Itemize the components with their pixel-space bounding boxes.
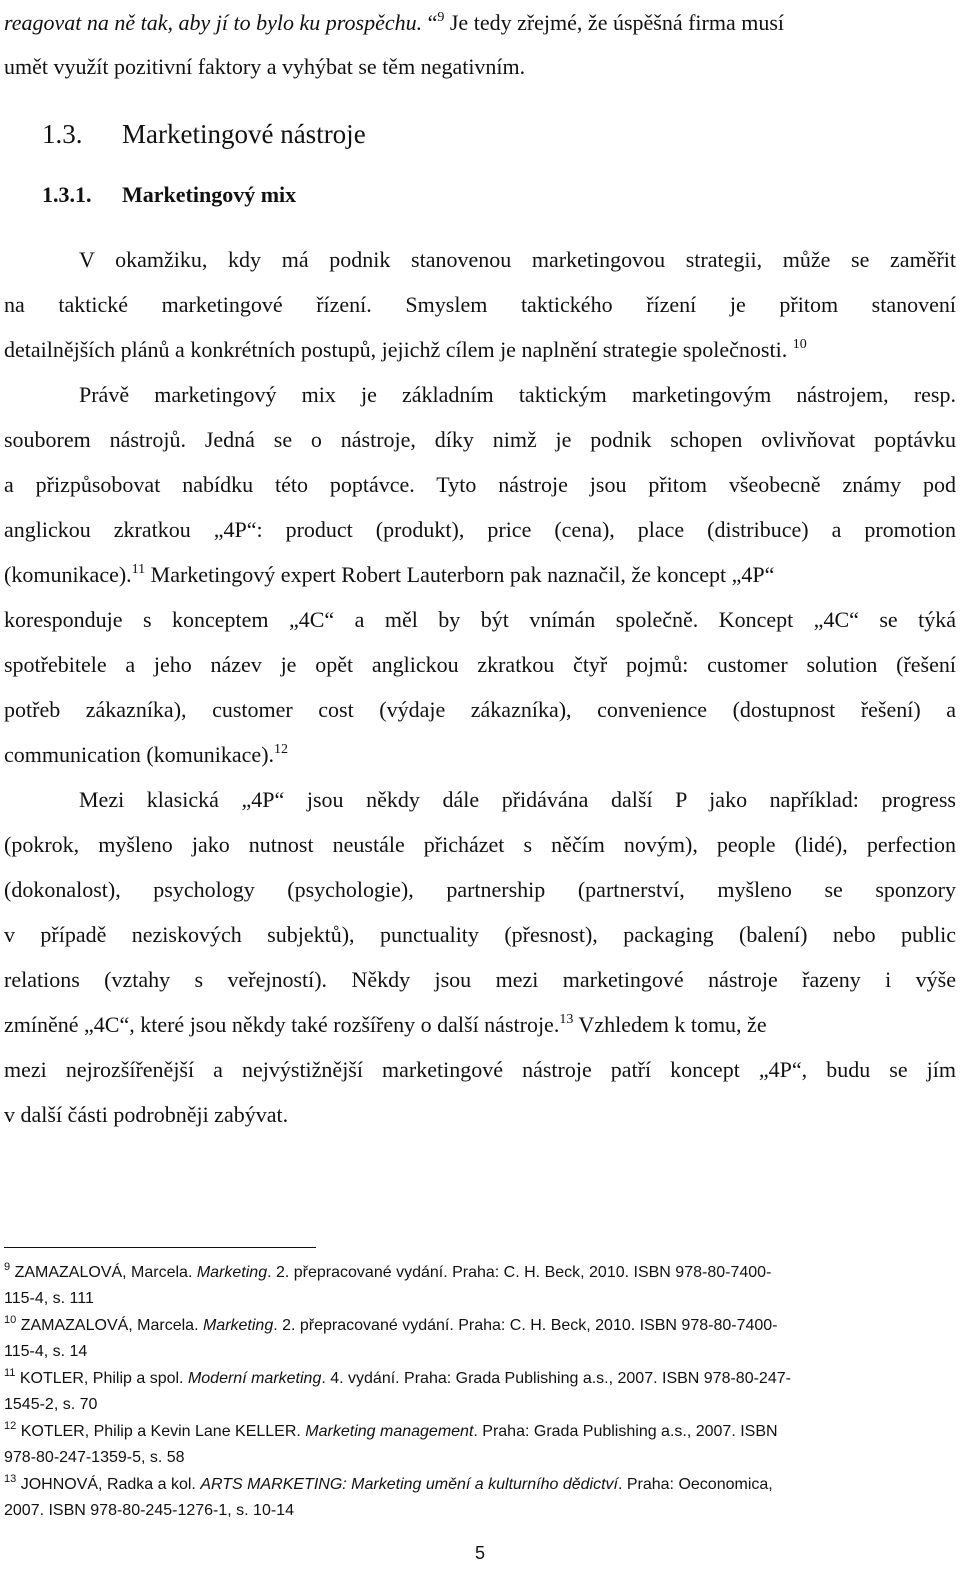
text-line: koresponduje s konceptem „4C“ a měl by být vnímán společně. Koncept „4C“ se týká xyxy=(4,607,956,632)
footnote-number: 9 xyxy=(4,1261,11,1273)
subsection-heading xyxy=(42,172,296,217)
footnote-ref[interactable]: 11 xyxy=(131,562,146,577)
footnote-item: $^{10}$ ZAMAZALOVÁ, Marcela. Marketing. 2. přepracované vydání. Praha: C. H. Beck, 2010. ISBN 978-80-7400- xyxy=(4,1314,778,1334)
text-line: umět využít pozitivní faktory a vyhýbat se těm negativním. xyxy=(4,54,526,79)
footnote-number: 13 xyxy=(4,1473,17,1485)
footnote-ref[interactable]: 12 xyxy=(274,742,289,757)
footnote-item: $^{13}$ JOHNOVÁ, Radka a kol. ARTS MARKETING: Marketing umění a kulturního dědictví. Praha: Oeconomica, xyxy=(4,1473,773,1493)
italic-text: reagovat na ně tak, aby jí to bylo ku prospěchu. xyxy=(4,10,423,35)
footnote-number: 10 xyxy=(4,1314,17,1326)
text-line: communication (komunikace).$^{12}$ xyxy=(4,742,289,767)
footnote-item: $^9$ ZAMAZALOVÁ, Marcela. Marketing. 2. přepracované vydání. Praha: C. H. Beck, 2010. ISBN 978-80-7400- xyxy=(4,1261,772,1281)
text-line: reagovat na ně tak, aby jí to bylo ku prospěchu. “$^9$ Je tedy zřejmé, že úspěšná firma musí xyxy=(4,10,785,35)
text-line: spotřebitele a jeho název je opět anglickou zkratkou čtyř pojmů: customer solution (řešení xyxy=(4,652,956,677)
footnote-separator xyxy=(4,1247,316,1248)
text-line: (komunikace).$^{11}$ Marketingový expert Robert Lauterborn pak naznačil, že koncept „4P“ xyxy=(4,562,775,587)
section-number: 1.3. xyxy=(42,119,83,149)
text-line: V okamžiku, kdy má podnik stanovenou marketingovou strategii, může se zaměřit xyxy=(79,247,956,272)
footnote-ref[interactable]: 13 xyxy=(559,1012,574,1027)
page-number: 5 xyxy=(474,1543,485,1563)
footnote-continuation: 2007. ISBN 978-80-245-1276-1, s. 10-14 xyxy=(4,1502,294,1519)
subsection-number: 1.3.1. xyxy=(42,182,92,207)
text-line: v další části podrobněji zabývat. xyxy=(4,1102,289,1127)
footnote-number: 11 xyxy=(4,1367,16,1379)
text-line: souborem nástrojů. Jedná se o nástroje, díky nimž je podnik schopen ovlivňovat poptávku xyxy=(4,427,956,452)
section-heading xyxy=(42,112,366,157)
footnote-continuation: 1545-2, s. 70 xyxy=(4,1396,98,1413)
text-line: a přizpůsobovat nabídku této poptávce. Tyto nástroje jsou přitom všeobecně známy pod xyxy=(4,472,956,497)
text-line: relations (vztahy s veřejností). Někdy jsou mezi marketingové nástroje řazeny i výše xyxy=(4,967,956,992)
subsection-title: Marketingový mix xyxy=(122,182,297,207)
text-line: Mezi klasická „4P“ jsou někdy dále přidávána další P jako například: progress xyxy=(79,787,956,812)
text-line: (dokonalost), psychology (psychologie), partnership (partnerství, myšleno se sponzory xyxy=(4,877,956,902)
footnote-ref[interactable]: 10 xyxy=(792,337,807,352)
section-title: Marketingové nástroje xyxy=(122,119,366,149)
text-line: mezi nejrozšířenější a nejvýstižnější marketingové nástroje patří koncept „4P“, budu se jím xyxy=(4,1057,956,1082)
footnote-continuation: 115-4, s. 111 xyxy=(4,1290,94,1307)
text-line: na taktické marketingové řízení. Smyslem taktického řízení je přitom stanovení xyxy=(4,292,956,317)
footnote-ref[interactable]: 9 xyxy=(437,10,445,25)
text-line: Právě marketingový mix je základním taktickým marketingovým nástrojem, resp. xyxy=(79,382,956,407)
footnote-continuation: 978-80-247-1359-5, s. 58 xyxy=(4,1449,185,1466)
text-line: anglickou zkratkou „4P“: product (produkt), price (cena), place (distribuce) a promotion xyxy=(4,517,956,542)
footnote-continuation: 115-4, s. 14 xyxy=(4,1343,88,1360)
footnote-item: $^{11}$ KOTLER, Philip a spol. Moderní marketing. 4. vydání. Praha: Grada Publishing a.s., 2007. ISBN 978-80-247- xyxy=(4,1367,791,1387)
text-line: (pokrok, myšleno jako nutnost neustále přicházet s něčím novým), people (lidé), perfection xyxy=(4,832,956,857)
text-line: potřeb zákazníka), customer cost (výdaje zákazníka), convenience (dostupnost řešení) a xyxy=(4,697,956,722)
text-line: detailnějších plánů a konkrétních postupů, jejichž cílem je naplnění strategie společnosti. $^{10}$ xyxy=(4,337,807,362)
footnote-number: 12 xyxy=(4,1420,17,1432)
footnote-item: $^{12}$ KOTLER, Philip a Kevin Lane KELLER. Marketing management. Praha: Grada Publishing a.s., 2007. ISBN xyxy=(4,1420,778,1440)
text-line: v případě neziskových subjektů), punctuality (přesnost), packaging (balení) nebo public xyxy=(4,922,956,947)
text-line: zmíněné „4C“, které jsou někdy také rozšířeny o další nástroje.$^{13}$ Vzhledem k tomu, že xyxy=(4,1012,767,1037)
